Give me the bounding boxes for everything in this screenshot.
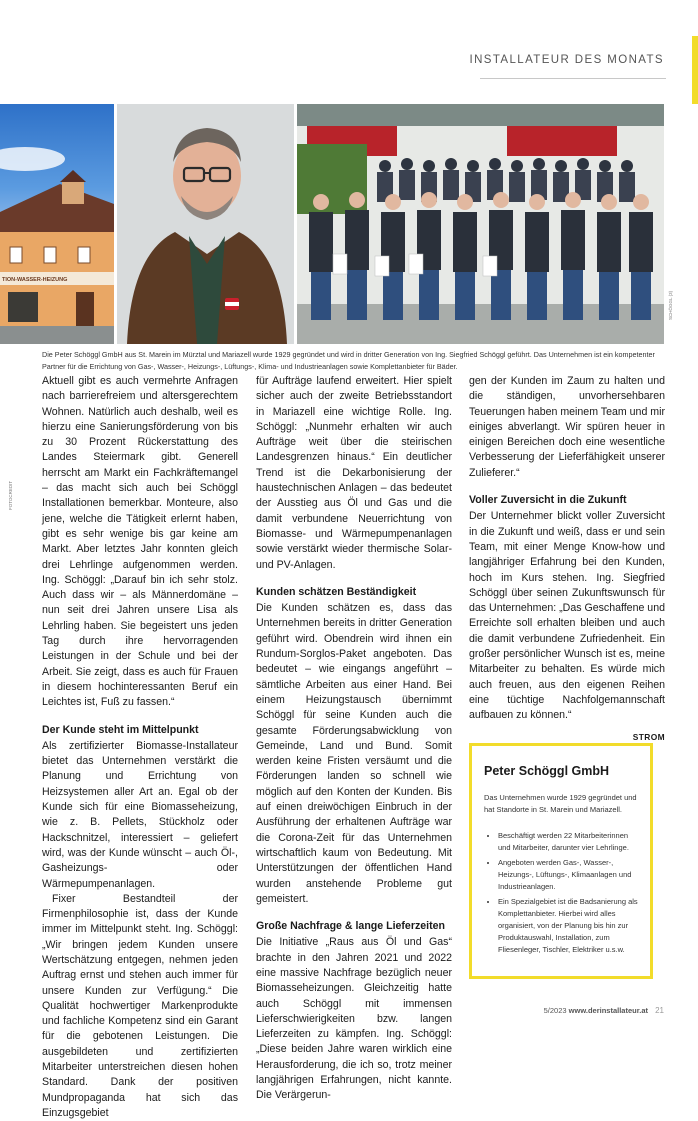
- article-column-1: [42, 374, 238, 1121]
- website-link[interactable]: www.derinstallateur.at: [568, 1006, 648, 1015]
- issue-number: 5/2023: [543, 1006, 567, 1015]
- company-info-box: [469, 743, 653, 979]
- paragraph: Der Unternehmer blickt voller Zuversicht in die Zukunft und weiß, dass er und sein Team, mit einer Menge Know-how und langjähriger Erfahrung bei den Kunden, hoch im Kurs stehen. Ing. Siegfried Schöggl über seinen Zukunftswunsch für das Unternehmen: „Das Geschaffene und Erreichte soll erhalten bleiben und auch die damit verbundene Zufriedenheit. Ein großer persönlicher Wunsch ist es, meine Mitarbeiter zu behalten. Es würde mich auch freuen, aus den eigenen Reihen eine tüchtige Nachfolgemannschaft aufbauen zu können.“: [469, 510, 665, 722]
- photo-caption: Die Peter Schöggl GmbH aus St. Marein im Mürztal und Mariazell wurde 1929 gegründet und wird in dritter Generation von Ing. Siegfried Schöggl geführt. Das Unternehmen ist ein kompetenter Partner für die Errichtung von Gas-, Wasser-, Heizungs-, Lüftungs-, Klima- und Industrieanlagen sowie Komplettanbieter für Bäder.: [42, 350, 655, 371]
- photo-team: [297, 104, 664, 344]
- building-sign-text: TION-WASSER-HEIZUNG: [2, 277, 68, 283]
- author-signature: STROM: [632, 731, 665, 742]
- paragraph: Die Kunden schätzen es, dass das Unternehmen bereits in dritter Generation geführt wird. Obendrein wird ihnen ein Rundum-Sorglos-Paket angeboten. Das bedeutet – wie eingangs angeführt – sämtliche Arbeiten aus einer Hand. Bei einem Heizungstausch übernimmt Schöggl für seine Kunden auch die gesamte Förderungsabwicklung von Gemeinde, Land und Bund. Somit werden keine Fristen versäumt und die Förderungen landen so schnell wie möglich auf den Konten der Kunden. Bis auf einen dreiwöchigen Einbruch in der Ausführung der erhaltenen Aufträge war die Corona-Zeit für das Unternehmen wirtschaftlich kaum von Bedeutung. Mit Unterstützungen der öffentlichen Hand wurden anstehende Probleme gut gemeistert.: [256, 602, 452, 905]
- subheading: Große Nachfrage & lange Lieferzeiten: [256, 920, 445, 933]
- subheading: Kunden schätzen Beständigkeit: [256, 585, 417, 598]
- accent-bar: [692, 36, 698, 104]
- page-number: 21: [655, 1006, 664, 1015]
- page-footer: [544, 1006, 664, 1015]
- article-column-2: [256, 374, 452, 1104]
- subheading: Voller Zuversicht in die Zukunft: [469, 494, 627, 507]
- paragraph: Die Initiative „Raus aus Öl und Gas“ brachte in den Jahren 2021 und 2022 eine massive Nachfrage bezüglich neuer Biomasseheizungen. Gleichzeitig hatte auch Schöggl mit immensen Lieferschwierigkeiten bzw. langen Lieferzeiten zu kämpfen. Ing. Schöggl: „Diese beiden Jahre waren wirklich eine Herausforderung, die ich so, trotz meiner langjährigen Erfahrungen, nicht kannte. Die Verärgerun-: [256, 936, 452, 1102]
- list-item: • Beschäftigt werden 22 Mitarbeiterinnen und Mitarbeiter, darunter vier Lehrlinge.: [498, 830, 638, 854]
- section-header: INSTALLATEUR DES MONATS: [469, 54, 664, 66]
- header-divider: [480, 78, 666, 79]
- photo-portrait: [117, 104, 294, 344]
- list-item: • Ein Spezialgebiet ist die Badsanierung als Komplettanbieter. Hierbei wird alles organisiert, von der Planung bis hin zur Produktauswahl, Installation, zum Fliesenleger, Tischler, Elektriker u.s.w.: [498, 896, 638, 956]
- paragraph: gen der Kunden im Zaum zu halten und die ständigen, unvorhersehbaren Teuerungen haben meinem Team und mir einiges abverlangt. Wir spüren heuer in einigen Bereichen doch eine wesentliche Verbesserung der Lieferfähigkeit unserer Zulieferer.“: [469, 375, 665, 479]
- photo-credit: SCHÖGGL (3): [668, 290, 673, 320]
- paragraph: Als zertifizierter Biomasse-Installateur bietet das Unternehmen verstärkt die Planung und Errichtung von Heizsystemen aller Art an. Egal ob der Kunde sich für eine Biomasseheizung, wie z. B. Pellets, Stückholz oder Hackschnitzel, interessiert – geliefert wird, was der Kunde wünscht – auch Öl-, Gasheizungs- oder Wärmepumpenanlagen.: [42, 739, 238, 890]
- photo-building: [0, 104, 114, 344]
- paragraph: für Aufträge laufend erweitert. Hier spielt sicher auch der zweite Betriebsstandort in Mariazell eine wichtige Rolle. Ing. Schöggl: „Nunmehr erhalten wir auch Aufträge weit über die steirischen Landesgrenzen hinaus.“ Ein deutlicher Trend ist die Dekarbonisierung der haustechnischen Anlagen – das bedeutet der Ausstieg aus Öl und Gas und die damit verbundene Neuerrichtung von Biomasse- und Wärmepumpenanlagen sowie verstärkt wieder thermische Solar- und PV-Anlagen.: [256, 375, 452, 571]
- article-column-3: [469, 374, 665, 745]
- list-item: • Angeboten werden Gas-, Wasser-, Heizungs-, Lüftungs-, Klimaanlagen und Industrieanlagen.: [498, 857, 638, 893]
- side-photo-credit: FOTOCREDIT: [8, 480, 13, 510]
- info-box-title: Peter Schöggl GmbH: [484, 764, 610, 778]
- info-box-lead: Das Unternehmen wurde 1929 gegründet und hat Standorte in St. Marein und Mariazell.: [484, 793, 637, 814]
- paragraph: Aktuell gibt es auch vermehrte Anfragen nach barrierefreiem und altersgerechtem Wohnen. Natürlich auch deshalb, weil es hierzu eine Sanierungsförderung von bis zu 30 Prozent Rückerstattung des Landes Steiermark gibt. Generell herrscht am Markt ein Fachkräftemangel – das macht sich auch bei Schöggl Installationen bemerkbar. Monteure, also jene, welche die Tätigkeit erlernt haben, gibt es sehr wenige bis gar keine am Markt. Aber letztes Jahr konnten gleich drei Lehrlinge aufgenommen werden. Ing. Schöggl: „Darauf bin ich sehr stolz. Auch dass wir – als Männerdomäne – nun seit drei Jahren unsere Lisa als Lehrling haben. Sie begeistert uns jeden Tag durch ihre hervorragenden Leistungen in der Schule und bei der Arbeit. Sie zeigt, dass es auch für Frauen in diesem hochinteressanten Beruf ein Leichtes ist, Fuß zu fassen.“: [42, 375, 238, 709]
- info-box-list: [484, 830, 638, 956]
- paragraph: Fixer Bestandteil der Firmenphilosophie ist, dass der Kunde immer im Mittelpunkt steht. Ing. Schöggl: „Wir bringen jedem Kunden unsere Wertschätzung entgegen, nehmen jeden Auftrag ernst und stehen auch immer für unsere Kunden zur Verfügung.“ Die Qualität hochwertiger Markenprodukte und fachliche Kompetenz sind ein Garant für die gebotenen Leistungen. Die ausgebildeten und zertifizierten Mitarbeiter unterstreichen diesen hohen Standard. Dank der positiven Mundpropaganda hat sich das Einzugsgebiet: [42, 892, 238, 1119]
- subheading: Der Kunde steht im Mittelpunkt: [42, 723, 199, 736]
